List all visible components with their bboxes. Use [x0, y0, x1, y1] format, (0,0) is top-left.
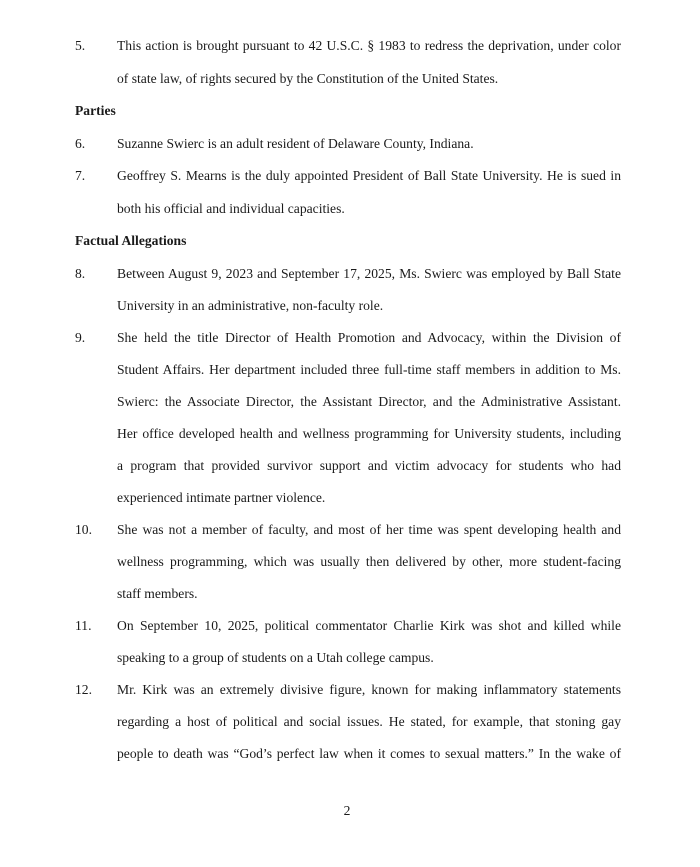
- paragraph-number: 11.: [75, 618, 92, 633]
- paragraph-text-line: Geoffrey S. Mearns is the duly appointed President of Ball State University. He is sued in: [117, 168, 621, 183]
- paragraph-text-line: She was not a member of faculty, and most of her time was spent developing health and: [117, 522, 621, 537]
- paragraph-number: 6.: [75, 136, 86, 151]
- paragraph-number: 12.: [75, 682, 92, 697]
- paragraph-text-line: This action is brought pursuant to 42 U.S.C. § 1983 to redress the deprivation, under color: [117, 38, 621, 53]
- paragraph-text-line: Swierc: the Associate Director, the Assistant Director, and the Administrative Assistant.: [117, 394, 621, 409]
- paragraph-number: 5.: [75, 38, 86, 53]
- paragraph-text-line: Between August 9, 2023 and September 17, 2025, Ms. Swierc was employed by Ball State: [117, 266, 621, 281]
- paragraph-text-line: regarding a host of political and social issues. He stated, for example, that stoning gay: [117, 714, 621, 729]
- paragraph-text-line: speaking to a group of students on a Utah college campus.: [117, 650, 434, 665]
- paragraph-number: 8.: [75, 266, 86, 281]
- paragraph-number: 9.: [75, 330, 86, 345]
- paragraph-text-line: Student Affairs. Her department included three full-time staff members in addition to Ms.: [117, 362, 621, 377]
- paragraph-text-line: a program that provided survivor support and victim advocacy for students who had: [117, 458, 621, 473]
- paragraph-text-line: people to death was “God’s perfect law when it comes to sexual matters.” In the wake of: [117, 746, 621, 761]
- paragraph-text-line: of state law, of rights secured by the Constitution of the United States.: [117, 71, 499, 86]
- paragraph-text-line: Suzanne Swierc is an adult resident of Delaware County, Indiana.: [117, 136, 474, 151]
- paragraph-text-line: Mr. Kirk was an extremely divisive figure, known for making inflammatory statements: [117, 682, 621, 697]
- paragraph-text-line: Her office developed health and wellness programming for University students, including: [117, 426, 621, 441]
- paragraph-text-line: both his official and individual capacities.: [117, 201, 345, 216]
- paragraph-text-line: University in an administrative, non-faculty role.: [117, 298, 384, 313]
- page-number: 2: [343, 803, 351, 818]
- paragraph-text-line: staff members.: [117, 586, 198, 601]
- paragraph-text-line: On September 10, 2025, political commentator Charlie Kirk was shot and killed while: [117, 618, 621, 633]
- paragraph-number: 10.: [75, 522, 92, 537]
- paragraph-text-line: She held the title Director of Health Promotion and Advocacy, within the Division of: [117, 330, 621, 345]
- section-heading: Parties: [75, 103, 116, 118]
- paragraph-text-line: wellness programming, which was usually then delivered by other, more student-facing: [117, 554, 621, 569]
- section-heading: Factual Allegations: [75, 233, 187, 248]
- paragraph-number: 7.: [75, 168, 86, 183]
- paragraph-text-line: experienced intimate partner violence.: [117, 490, 326, 505]
